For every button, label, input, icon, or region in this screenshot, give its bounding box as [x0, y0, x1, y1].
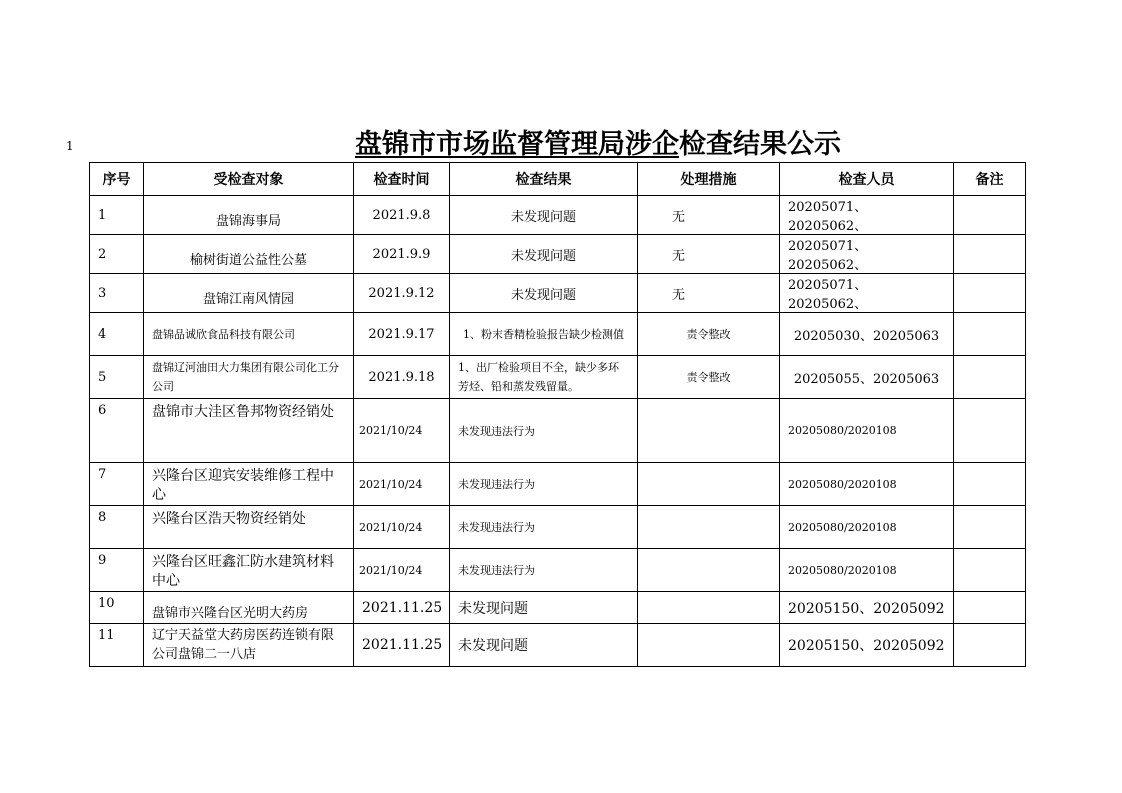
cell-staff: 20205055、20205063	[780, 356, 954, 399]
table-row	[90, 506, 1026, 549]
cell-measure	[638, 463, 780, 506]
cell-measure	[638, 549, 780, 592]
cell-staff: 20205071、20205062、	[780, 235, 954, 274]
header-date: 检查时间	[354, 163, 450, 196]
cell-note	[954, 506, 1026, 549]
cell-no: 3	[90, 274, 144, 313]
header-object: 受检查对象	[144, 163, 354, 196]
cell-measure	[638, 399, 780, 463]
cell-object: 盘锦品诚欣食品科技有限公司	[144, 313, 354, 356]
cell-result: 未发现违法行为	[450, 399, 638, 463]
cell-object: 辽宁天益堂大药房医药连锁有限公司盘锦二一八店	[144, 624, 354, 667]
table-row	[90, 549, 1026, 592]
table-row	[90, 274, 1026, 313]
cell-staff: 20205080/2020108	[780, 549, 954, 592]
cell-staff: 20205080/2020108	[780, 399, 954, 463]
cell-measure	[638, 506, 780, 549]
cell-note	[954, 313, 1026, 356]
table-row	[90, 399, 1026, 463]
header-note: 备注	[954, 163, 1026, 196]
cell-result: 未发现问题	[450, 592, 638, 624]
table-row	[90, 196, 1026, 235]
cell-result: 1、粉末香精检验报告缺少检测值	[450, 313, 638, 356]
cell-date: 2021/10/24	[354, 399, 450, 463]
table-row	[90, 592, 1026, 624]
cell-date: 2021.9.17	[354, 313, 450, 356]
cell-staff: 20205071、20205062、	[780, 274, 954, 313]
table-row	[90, 235, 1026, 274]
cell-staff: 20205080/2020108	[780, 463, 954, 506]
table-header-row	[90, 163, 1026, 196]
title-underlined: 盘锦市市场监督管理局涉企	[355, 129, 679, 160]
page-number: 1	[66, 139, 74, 153]
cell-staff: 20205030、20205063	[780, 313, 954, 356]
cell-note	[954, 549, 1026, 592]
cell-no: 8	[90, 506, 144, 549]
cell-no: 9	[90, 549, 144, 592]
cell-measure: 无	[638, 235, 780, 274]
cell-result: 未发现问题	[450, 235, 638, 274]
cell-no: 11	[90, 624, 144, 667]
cell-note	[954, 235, 1026, 274]
cell-note	[954, 274, 1026, 313]
cell-object: 盘锦江南风情园	[144, 274, 354, 313]
cell-measure	[638, 624, 780, 667]
inspection-table	[89, 162, 1026, 667]
cell-note	[954, 356, 1026, 399]
cell-date: 2021/10/24	[354, 463, 450, 506]
table-row	[90, 313, 1026, 356]
cell-object: 盘锦辽河油田大力集团有限公司化工分公司	[144, 356, 354, 399]
cell-object: 榆树街道公益性公墓	[144, 235, 354, 274]
cell-note	[954, 592, 1026, 624]
cell-date: 2021.9.8	[354, 196, 450, 235]
cell-staff: 20205071、20205062、	[780, 196, 954, 235]
cell-object: 盘锦市兴隆台区光明大药房	[144, 592, 354, 624]
cell-staff: 20205080/2020108	[780, 506, 954, 549]
title-rest: 检查结果公示	[679, 129, 841, 160]
header-measure: 处理措施	[638, 163, 780, 196]
cell-measure: 无	[638, 274, 780, 313]
cell-date: 2021.11.25	[354, 592, 450, 624]
cell-date: 2021.9.12	[354, 274, 450, 313]
cell-date: 2021/10/24	[354, 549, 450, 592]
cell-staff: 20205150、20205092	[780, 592, 954, 624]
cell-note	[954, 463, 1026, 506]
cell-date: 2021/10/24	[354, 506, 450, 549]
cell-date: 2021.9.9	[354, 235, 450, 274]
cell-object: 盘锦海事局	[144, 196, 354, 235]
cell-result: 未发现问题	[450, 624, 638, 667]
cell-result: 未发现违法行为	[450, 463, 638, 506]
cell-object: 兴隆台区旺鑫汇防水建筑材料中心	[144, 549, 354, 592]
cell-object: 兴隆台区浩天物资经销处	[144, 506, 354, 549]
cell-object: 兴隆台区迎宾安装维修工程中心	[144, 463, 354, 506]
cell-result: 未发现问题	[450, 274, 638, 313]
cell-no: 7	[90, 463, 144, 506]
cell-no: 6	[90, 399, 144, 463]
cell-result: 未发现问题	[450, 196, 638, 235]
cell-no: 2	[90, 235, 144, 274]
cell-date: 2021.9.18	[354, 356, 450, 399]
cell-note	[954, 196, 1026, 235]
cell-note	[954, 399, 1026, 463]
table-row	[90, 356, 1026, 399]
header-result: 检查结果	[450, 163, 638, 196]
cell-result: 1、出厂检验项目不全，缺少多环芳烃、铅和蒸发残留量。	[450, 356, 638, 399]
cell-result: 未发现违法行为	[450, 506, 638, 549]
cell-measure	[638, 592, 780, 624]
cell-object: 盘锦市大洼区鲁邦物资经销处	[144, 399, 354, 463]
cell-note	[954, 624, 1026, 667]
cell-no: 5	[90, 356, 144, 399]
cell-no: 1	[90, 196, 144, 235]
table-row	[90, 463, 1026, 506]
cell-date: 2021.11.25	[354, 624, 450, 667]
cell-staff: 20205150、20205092	[780, 624, 954, 667]
cell-measure: 责令整改	[638, 356, 780, 399]
cell-result: 未发现违法行为	[450, 549, 638, 592]
header-no: 序号	[90, 163, 144, 196]
cell-measure: 责令整改	[638, 313, 780, 356]
page-title	[355, 122, 841, 161]
cell-measure: 无	[638, 196, 780, 235]
header-staff: 检查人员	[780, 163, 954, 196]
cell-no: 10	[90, 592, 144, 624]
cell-no: 4	[90, 313, 144, 356]
table-row	[90, 624, 1026, 667]
